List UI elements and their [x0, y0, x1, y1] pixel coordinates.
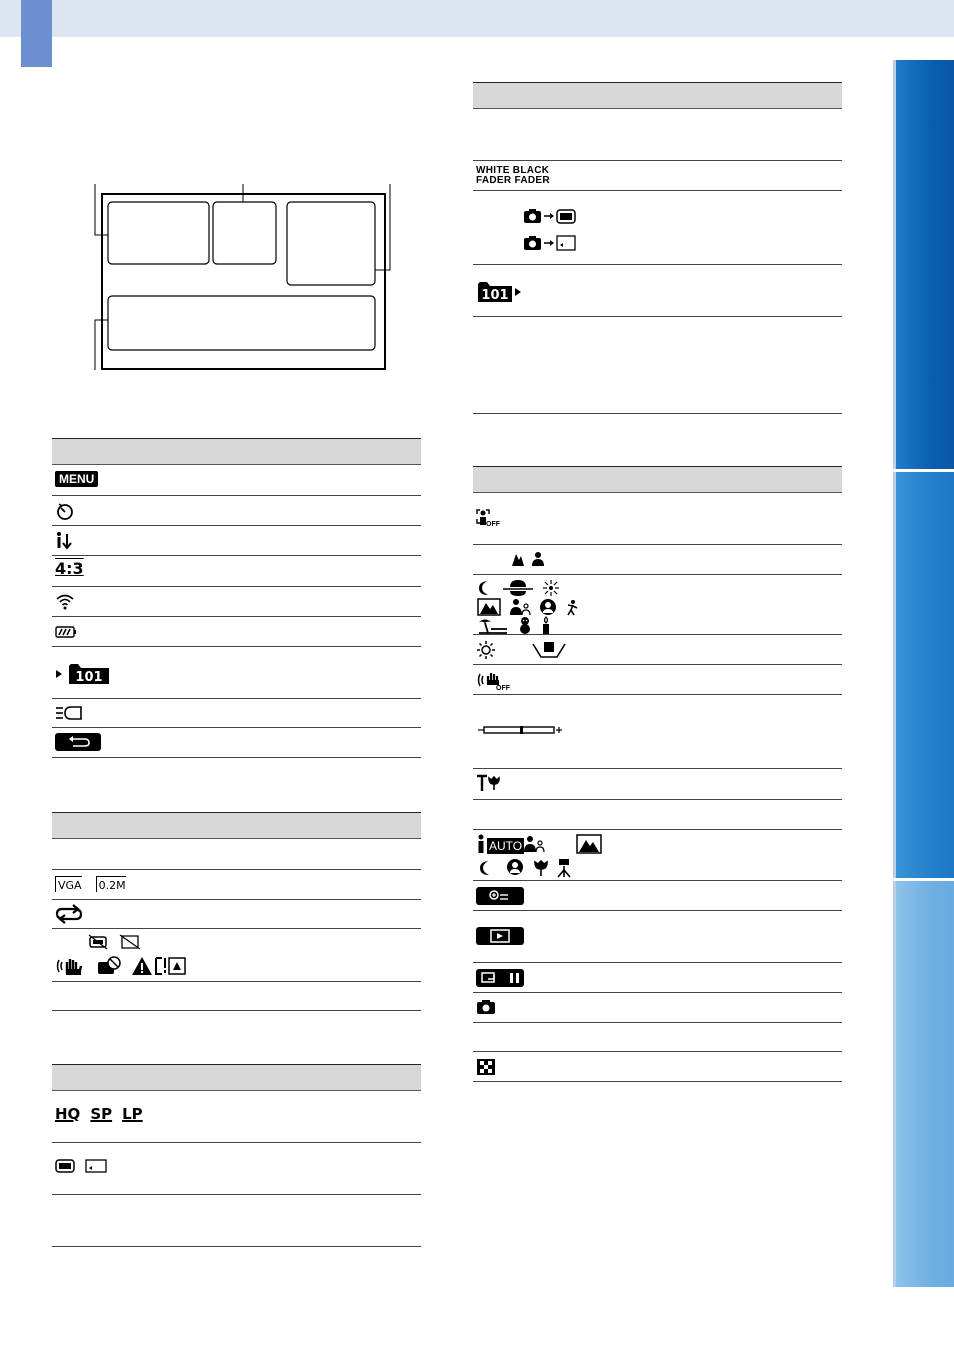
card-warning-icon	[118, 934, 142, 950]
table-row	[52, 556, 421, 587]
folder-icon	[67, 663, 111, 685]
macro-auto-icon	[533, 859, 549, 877]
table-row	[473, 800, 842, 830]
table-row	[52, 1091, 421, 1143]
camera-shake-icon	[97, 956, 123, 976]
night-auto-icon	[477, 859, 493, 877]
slideshow-pause-icon	[476, 969, 524, 987]
quality-sp-icon: SP	[90, 1105, 113, 1123]
table-row	[473, 695, 842, 769]
table-row	[52, 496, 421, 526]
table-row	[473, 265, 842, 317]
quality-hq-icon: HQ	[55, 1105, 81, 1123]
table-row	[52, 617, 421, 647]
right-table-2	[473, 466, 842, 1082]
table-row	[473, 665, 842, 695]
aspect-ratio-icon: 4:3	[55, 559, 84, 578]
white-balance-sun-icon	[476, 640, 496, 660]
table-row	[473, 575, 842, 635]
quality-lp-icon: LP	[122, 1105, 143, 1123]
side-tab-1[interactable]	[893, 60, 954, 469]
snow-icon	[516, 616, 534, 635]
steadyshot-off-icon	[476, 670, 510, 690]
photo-size-icon: 0.2M	[96, 876, 126, 892]
face-priority-icon	[55, 531, 75, 551]
memory-warning-icon	[88, 934, 108, 950]
table-row	[473, 830, 842, 881]
fireworks-icon	[542, 579, 560, 597]
left-table-3	[52, 1064, 421, 1247]
table-row	[473, 963, 842, 993]
landscape-scene-icon	[477, 598, 501, 616]
table-row	[473, 161, 842, 191]
face-detection-off-icon	[476, 509, 502, 527]
index-grid-icon	[476, 1058, 496, 1076]
table-row	[52, 526, 421, 556]
card-error-icon	[153, 956, 187, 976]
table-row	[473, 317, 842, 414]
table-header	[473, 467, 842, 493]
header-band	[0, 0, 954, 37]
sunrise-sunset-icon	[502, 579, 534, 597]
table-row	[52, 900, 421, 929]
portrait-auto-icon	[523, 835, 545, 853]
table-row	[473, 881, 842, 911]
battery-icon	[55, 626, 77, 638]
side-tab-3[interactable]	[893, 881, 954, 1287]
table-row	[52, 587, 421, 617]
table-header	[52, 439, 421, 465]
left-table-2	[52, 812, 421, 1011]
table-row	[473, 191, 842, 265]
table-row	[52, 1195, 421, 1247]
night-scene-icon	[476, 579, 492, 597]
table-header	[52, 813, 421, 839]
right-table-1	[473, 82, 842, 414]
table-row	[473, 1052, 842, 1082]
play-arrow-icon	[55, 668, 63, 680]
vga-size-icon: VGA	[55, 876, 82, 892]
page-corner-marker	[21, 0, 52, 67]
side-tab-2[interactable]	[893, 472, 954, 878]
playback-button-icon	[476, 927, 524, 945]
exposure-slider-icon	[476, 723, 566, 737]
table-row	[52, 728, 421, 758]
table-row	[52, 839, 421, 870]
intelligent-auto-icon: AUTO	[477, 834, 524, 854]
one-push-wb-icon	[532, 641, 566, 659]
svg-text:101: 101	[481, 288, 509, 303]
candle-icon	[540, 616, 552, 635]
screen-layout-diagram	[85, 180, 405, 380]
mic-level-icon	[55, 705, 83, 721]
table-row	[52, 465, 421, 496]
tripod-auto-icon	[555, 858, 573, 878]
table-row	[473, 911, 842, 963]
table-row	[52, 870, 421, 900]
spotlight-auto-icon	[505, 858, 525, 878]
landscape-mode-icon	[511, 551, 525, 567]
table-header	[473, 83, 842, 109]
self-timer-icon	[55, 501, 75, 521]
menu-button-icon: MENU	[55, 471, 98, 487]
svg-text:OFF: OFF	[496, 685, 510, 690]
internal-memory-icon	[55, 1159, 75, 1173]
wifi-icon	[55, 592, 75, 612]
table-row	[52, 982, 421, 1011]
fader-icon: WHITE BLACK FADER FADER	[476, 165, 550, 186]
zoom-view-button-icon	[476, 887, 524, 905]
portrait-scene-icon	[509, 598, 531, 616]
spotlight-icon	[538, 598, 558, 618]
table-row	[52, 1143, 421, 1195]
photo-to-card-icon	[523, 234, 577, 252]
memory-card-icon	[85, 1159, 107, 1173]
table-header	[52, 1065, 421, 1091]
table-row	[473, 635, 842, 665]
table-row	[52, 699, 421, 728]
portrait-mode-icon	[531, 551, 545, 567]
warning-triangle-icon	[131, 956, 153, 976]
beach-icon	[477, 617, 509, 635]
svg-text:OFF: OFF	[486, 521, 500, 527]
table-row	[473, 545, 842, 575]
table-row	[473, 1023, 842, 1052]
tele-macro-icon	[476, 774, 502, 792]
playback-folder-icon	[476, 281, 522, 303]
table-row	[473, 993, 842, 1023]
table-row	[52, 647, 421, 699]
table-row	[473, 493, 842, 545]
table-row	[473, 769, 842, 800]
steadyshot-warning-icon	[55, 956, 87, 976]
folder-number: 101	[75, 670, 103, 685]
table-row	[52, 929, 421, 982]
left-table-1	[52, 438, 421, 758]
return-button-icon	[55, 733, 101, 751]
loop-icon	[55, 904, 83, 924]
photo-to-memory-icon	[523, 207, 577, 225]
table-row	[473, 109, 842, 161]
camera-icon	[476, 999, 496, 1015]
landscape-auto-icon	[576, 834, 602, 854]
i-letter-icon	[477, 834, 485, 854]
sports-icon	[564, 599, 580, 617]
